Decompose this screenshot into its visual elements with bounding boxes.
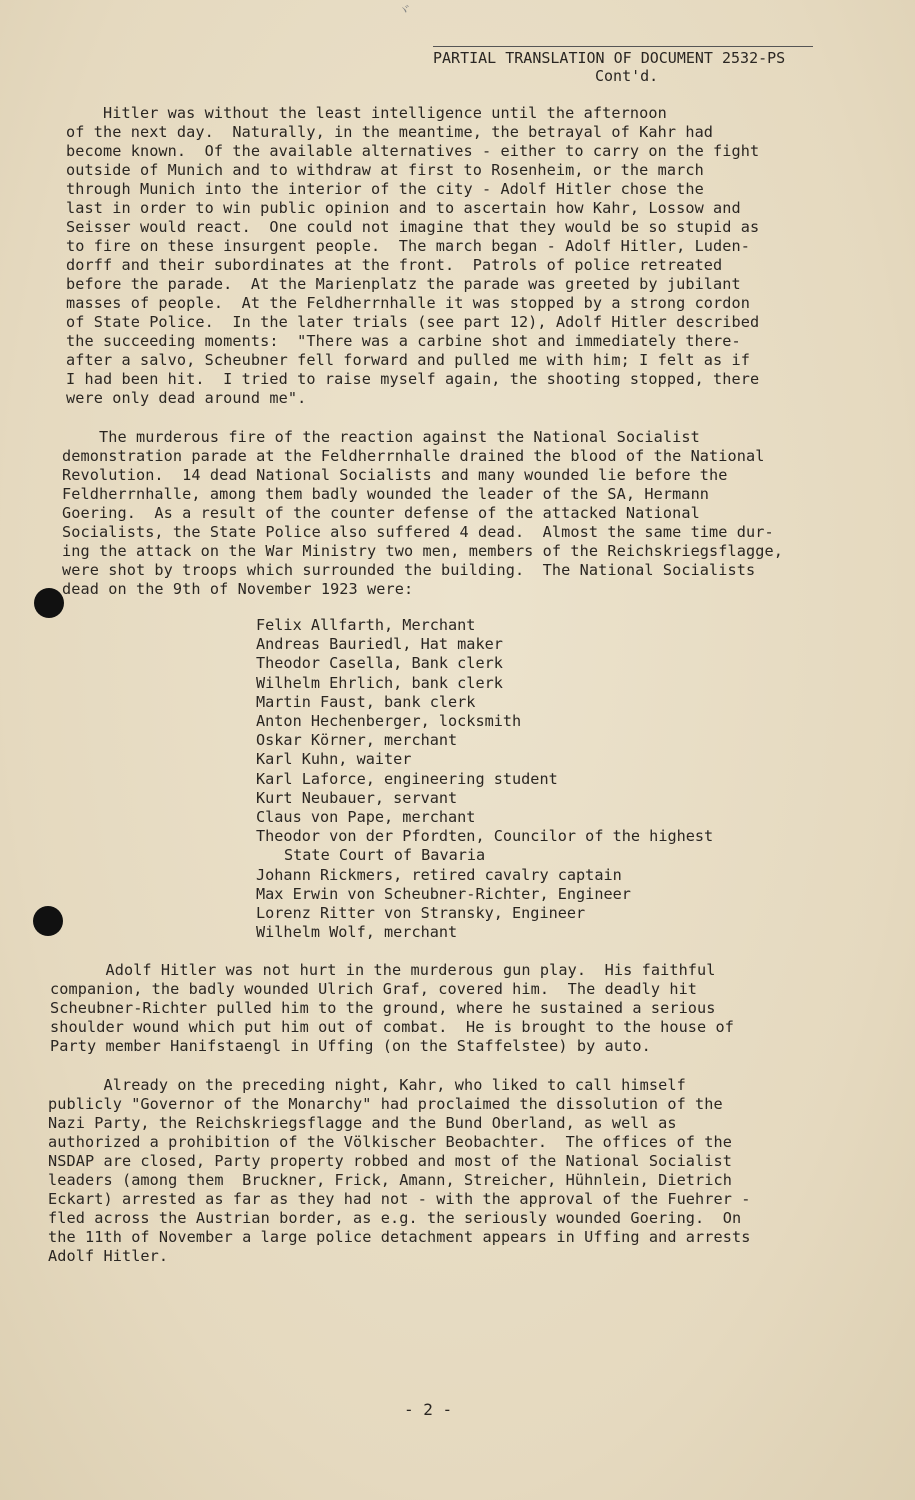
list-item: Oskar Körner, merchant [256, 731, 458, 750]
list-item: Karl Kuhn, waiter [256, 750, 412, 769]
list-item: Theodor Casella, Bank clerk [256, 654, 503, 673]
list-item: Karl Laforce, engineering student [256, 769, 558, 788]
paper-mark-icon: ヾ [397, 3, 411, 19]
list-item: Kurt Neubauer, servant [256, 788, 458, 807]
header-title: PARTIAL TRANSLATION OF DOCUMENT 2532-PS [433, 46, 813, 67]
list-item: Martin Faust, bank clerk [256, 692, 476, 711]
document-header [433, 46, 813, 85]
list-item: Theodor von der Pfordten, Councilor of the highest [256, 827, 714, 846]
list-item: Max Erwin von Scheubner-Richter, Engineer [256, 884, 631, 903]
list-item: Wilhelm Wolf, merchant [256, 923, 458, 942]
punch-hole-icon [34, 588, 64, 618]
list-item: Anton Hechenberger, locksmith [256, 712, 522, 731]
list-item: Wilhelm Ehrlich, bank clerk [256, 673, 503, 692]
list-item: Felix Allfarth, Merchant [256, 616, 476, 634]
list-item: Lorenz Ritter von Stransky, Engineer [256, 904, 586, 923]
paragraph-feldherrnhalle: The murderous fire of the reaction against the National Socialist demonstration parade at the Feldherrnhalle drained the blood of the National Revolution. 14 dead National Socialists and many wounded lie before the Feldherrnhalle, among them badly wounded the leader of the SA, Hermann Goering. As a result of the counter defense of the attacked National Socialists, the State Police also suffered 4 dead. Almost the same time dur- ing the attack on the War Ministry two men, members of the Reichskriegsflagge, were shot by troops which surrounded the building. The National Socialists dead on the 9th of November 1923 were: [62, 428, 784, 598]
dead-list [256, 616, 713, 942]
list-item: Johann Rickmers, retired cavalry captain [256, 865, 622, 884]
list-item: Claus von Pape, merchant [256, 808, 476, 827]
paragraph-hitler-escape: Adolf Hitler was not hurt in the murderous gun play. His faithful companion, the badly wounded Ulrich Graf, covered him. The deadly hit Scheubner-Richter pulled him to the ground, where he sustained a serious shoulder wound which put him out of combat. He is brought to the house of Party member Hanifstaengl in Uffing (on the Staffelstee) by auto. [50, 961, 735, 1055]
header-continued: Cont'd. [595, 67, 659, 85]
list-item-continuation: State Court of Bavaria [284, 846, 486, 865]
paragraph-dissolution: Already on the preceding night, Kahr, who liked to call himself publicly "Governor of the Monarchy" had proclaimed the dissolution of the Nazi Party, the Reichskriegsflagge and the Bund Oberland, as well as authorized a prohibition of the Völkischer Beobachter. The offices of the NSDAP are closed, Party property robbed and most of the National Socialist leaders (among them Bruckner, Frick, Amann, Streicher, Hühnlein, Dietrich Eckart) arrested as far as they had not - with the approval of the Fuehrer - fled across the Austrian border, as e.g. the seriously wounded Goering. On the 11th of November a large police detachment appears in Uffing and arrests Adolf Hitler. [48, 1076, 751, 1265]
paragraph-march: Hitler was without the least intelligence until the afternoon of the next day. Naturally, in the meantime, the betrayal of Kahr had become known. Of the available alternatives - either to carry on the fight outside of Munich and to withdraw at first to Rosenheim, or the march through Munich into the interior of the city - Adolf Hitler chose the last in order to win public opinion and to ascertain how Kahr, Lossow and Seisser would react. One could not imagine that they would be so stupid as to fire on these insurgent people. The march began - Adolf Hitler, Luden- dorff and their subordinates at the front. Patrols of police retreated before the parade. At the Marienplatz the parade was greeted by jubilant masses of people. At the Feldherrnhalle it was stopped by a strong cordon of State Police. In the later trials (see part 12), Adolf Hitler described the succeeding moments: "There was a carbine shot and immediately there- after a salvo, Scheubner fell forward and pulled me with him; I felt as if I had been hit. I tried to raise myself again, the shooting stopped, there were only dead around me". [66, 104, 760, 407]
page-number: - 2 - [404, 1400, 453, 1419]
list-item: Andreas Bauriedl, Hat maker [256, 635, 503, 654]
punch-hole-icon [33, 906, 63, 936]
